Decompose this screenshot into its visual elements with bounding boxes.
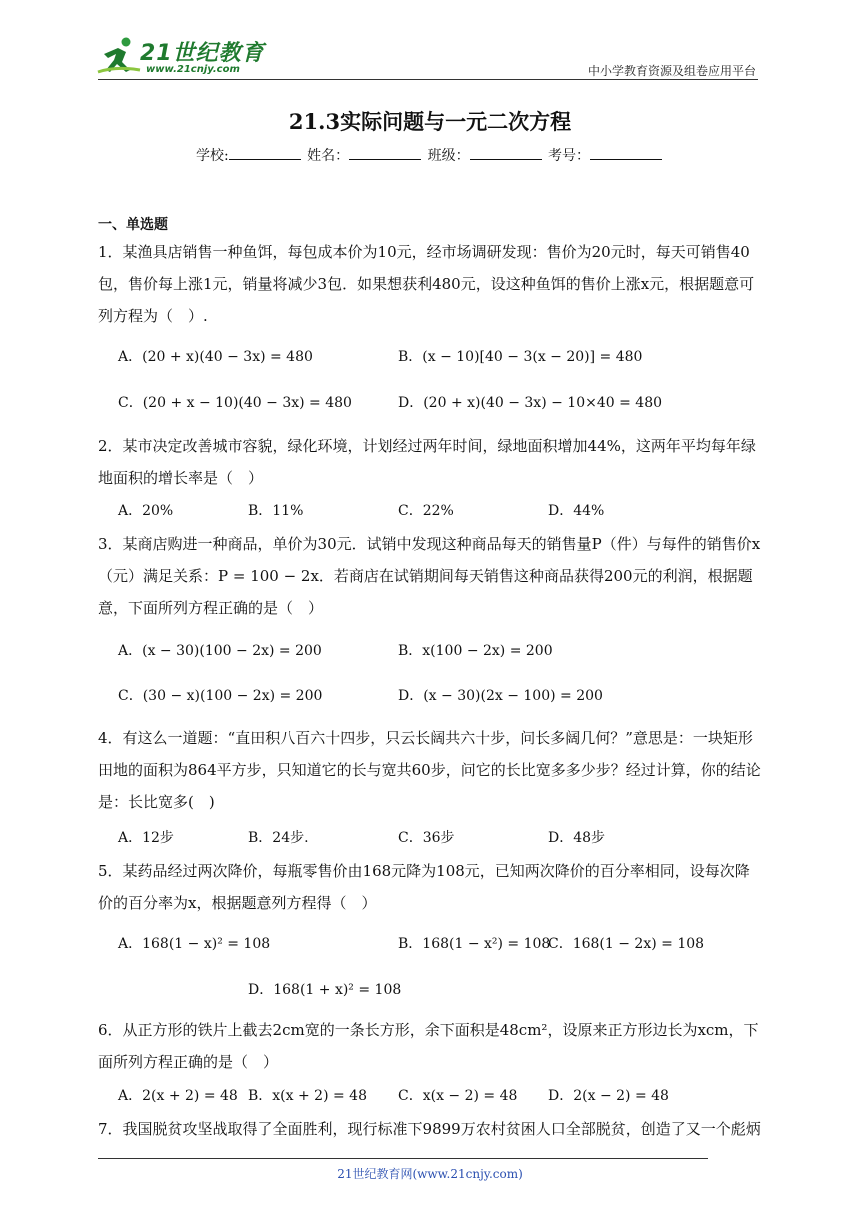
header-tagline: 中小学教育资源及组卷应用平台 [587, 64, 756, 78]
logo-text: 21世纪教育 [140, 41, 265, 66]
section-heading: 一、单选题 [98, 217, 168, 233]
q3-option-a: A．(x − 30)(100 − 2x) = 200 [118, 643, 322, 659]
page-title: 21.3实际问题与一元二次方程 [288, 109, 572, 134]
q6-option-c: C．x(x − 2) = 48 [398, 1088, 518, 1104]
footer-divider [98, 1158, 708, 1159]
q2-option-a: A．20% [118, 503, 174, 519]
header-divider [98, 79, 758, 80]
q2-option-c: C．22% [398, 503, 454, 519]
question-2: 2．某市决定改善城市容貌，绿化环境，计划经过两年时间，绿地面积增加44%，这两年平均每年绿地面积的增长率是（ ） [98, 437, 756, 487]
class-blank [470, 147, 542, 160]
question-3: 3．某商店购进一种商品，单价为30元．试销中发现这种商品每天的销售量P（件）与每件的销售价x（元）满足关系：P = 100 − 2x．若商店在试销期间每天销售这种商品获得200元的利润，根据题意，下面所列方程正确的是（ ） [98, 535, 761, 617]
question-4: 4．有这么一道题：“直田积八百六十四步，只云长阔共六十步，问长多阔几何？”意思是：一块矩形田地的面积为864平方步，只知道它的长与宽共60步，问它的长比宽多多少步？经过计算，你的结论是：长比宽多( ) [98, 729, 761, 811]
name-blank [349, 147, 421, 160]
question-5: 5．某药品经过两次降价，每瓶零售价由168元降为108元，已知两次降价的百分率相同，设每次降价的百分率为x，根据题意列方程得（ ） [98, 862, 750, 912]
q3-option-d: D．(x − 30)(2x − 100) = 200 [398, 688, 603, 704]
q5-option-c: C．168(1 − 2x) = 108 [548, 936, 705, 952]
runner-logo-icon [96, 36, 142, 76]
q4-option-a: A．12步 [118, 830, 174, 846]
q5-option-d: D．168(1 + x)² = 108 [248, 982, 402, 998]
student-info-fields [0, 145, 860, 165]
question-6: 6．从正方形的铁片上截去2cm宽的一条长方形，余下面积是48cm²，设原来正方形边长为xcm，下面所列方程正确的是（ ） [98, 1021, 759, 1071]
q2-option-b: B．11% [248, 503, 304, 519]
name-label: 姓名： [307, 148, 350, 164]
q4-option-d: D．48步 [548, 830, 606, 846]
q6-option-d: D．2(x − 2) = 48 [548, 1088, 669, 1104]
q6-option-a: A．2(x + 2) = 48 [118, 1088, 238, 1104]
q3-option-b: B．x(100 − 2x) = 200 [398, 643, 553, 659]
q6-option-b: B．x(x + 2) = 48 [248, 1088, 367, 1104]
q3-option-c: C．(30 − x)(100 − 2x) = 200 [118, 688, 323, 704]
q1-option-d: D．(20 + x)(40 − 3x) − 10×40 = 480 [398, 395, 663, 411]
q5-option-b: B．168(1 − x²) = 108 [398, 936, 551, 952]
question-1: 1．某渔具店销售一种鱼饵，每包成本价为10元，经市场调研发现：售价为20元时，每天可销售40包，售价每上涨1元，销量将减少3包．如果想获利480元，设这种鱼饵的售价上涨x元，根据题意可列方程为（ ）. [98, 243, 755, 325]
q5-option-a: A．168(1 − x)² = 108 [118, 936, 271, 952]
q4-option-b: B．24步. [248, 830, 309, 846]
q1-option-a: A．(20 + x)(40 − 3x) = 480 [118, 349, 313, 365]
exam-no-label: 考号： [548, 148, 591, 164]
q1-option-b: B．(x − 10)[40 − 3(x − 20)] = 480 [398, 349, 643, 365]
exam-no-blank [590, 147, 662, 160]
q1-option-c: C．(20 + x − 10)(40 − 3x) = 480 [118, 395, 352, 411]
q2-option-d: D．44% [548, 503, 605, 519]
class-label: 班级： [427, 148, 470, 164]
footer-text: 21世纪教育网(www.21cnjy.com) [337, 1167, 523, 1181]
school-blank [229, 147, 301, 160]
question-7: 7．我国脱贫攻坚战取得了全面胜利，现行标准下9899万农村贫困人口全部脱贫，创造了又一个彪炳 [98, 1120, 761, 1138]
q4-option-c: C．36步 [398, 830, 455, 846]
school-label: 学校: [195, 148, 229, 164]
logo-url: www.21cnjy.com [146, 64, 240, 75]
